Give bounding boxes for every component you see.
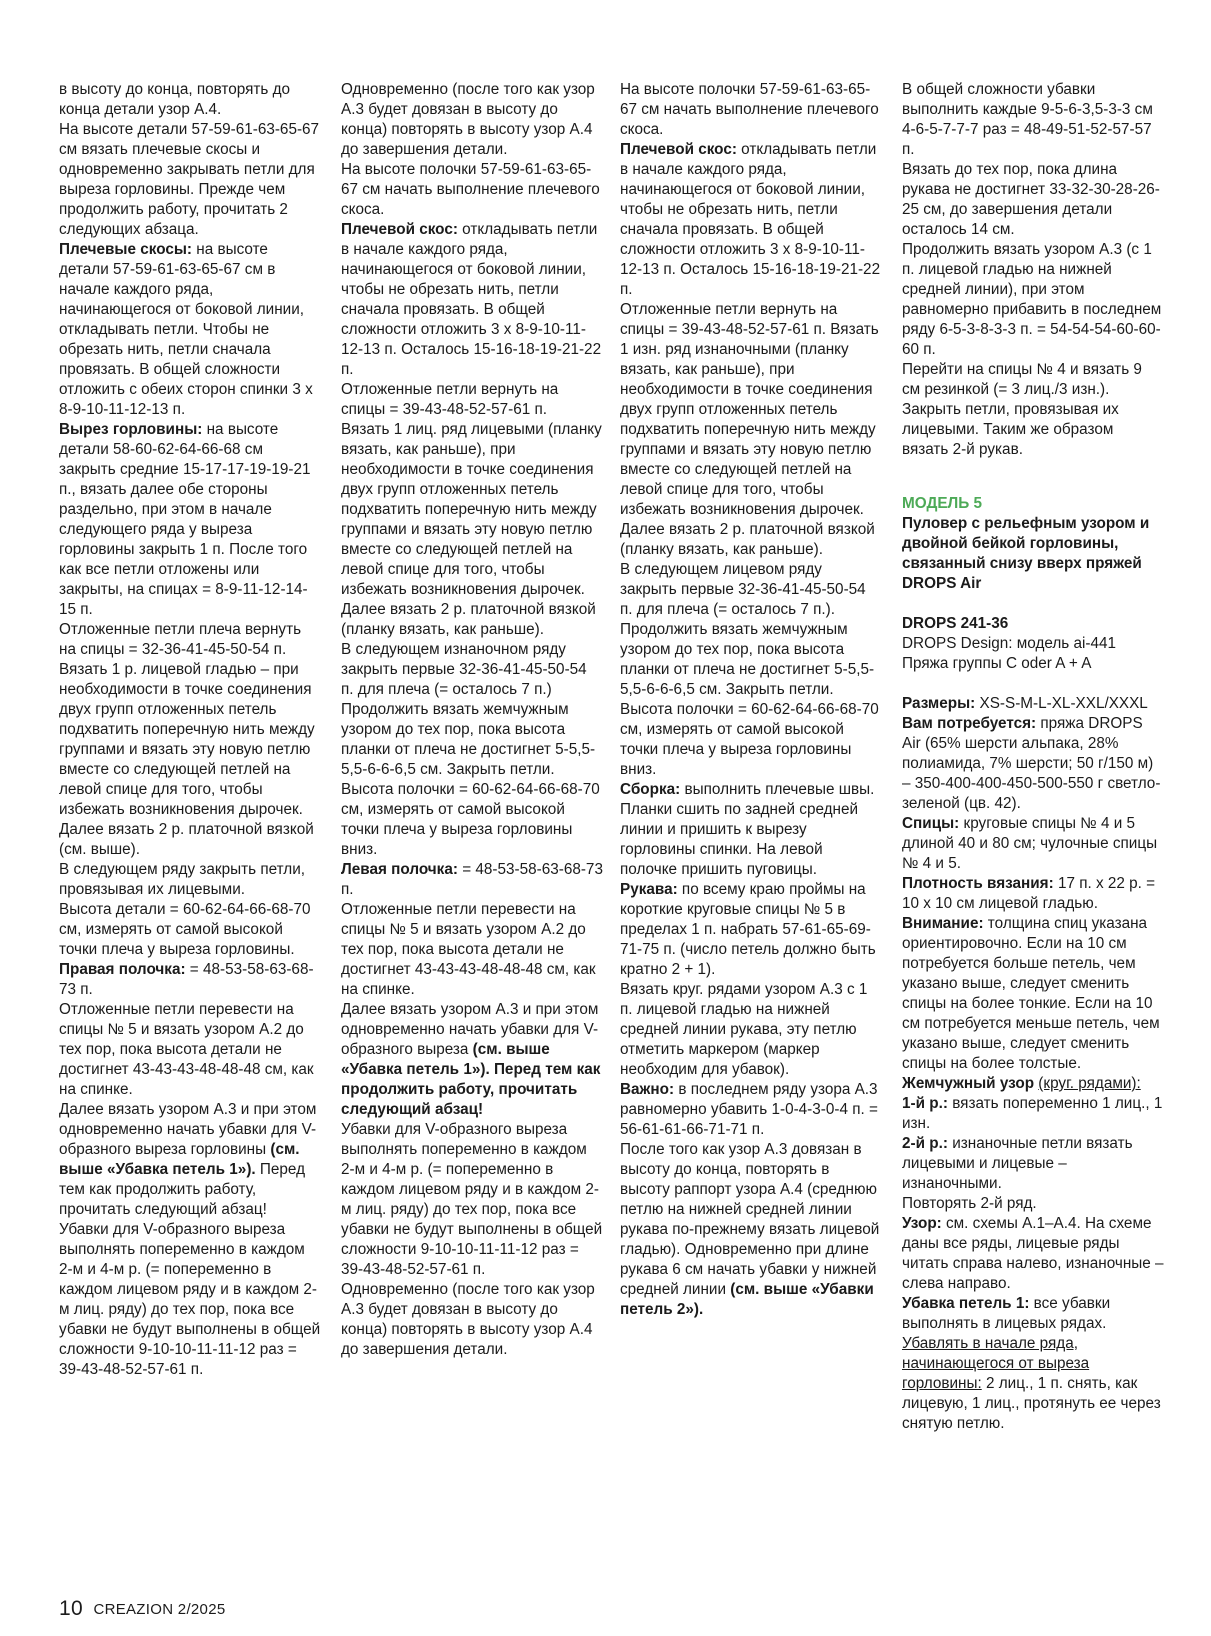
text-run: откладывать петли в начале каждого ряда, начинающегося от боковой линии, чтобы не обрезать нить, петли сначала провязать. В общей сложности отложить 3 х 8-9-10-11-12-13 п. Осталось 15-16-18-19-21-22 п. [341,221,602,378]
text-run: Убавки для V-образного выреза выполнять попеременно в каждом 2-м и 4-м р. (= попеременно в каждом лицевом ряду и в каждом 2-м лиц. ряду) до тех пор, пока все убавки не будут выполнены в общей сложности 9-10-10-11-11-12 раз = 39-43-48-52-57-61 п. [59,1221,321,1378]
bold-label: Вырез горловины: [59,421,203,438]
paragraph [59,900,321,960]
text-run: DROPS Design: модель ai-441 [902,635,1117,652]
paragraph [341,640,603,700]
paragraph [902,240,1164,360]
paragraph [620,1080,882,1140]
text-run: Продолжить вязать узором А.3 (с 1 п. лицевой гладью на нижней средней линии), при этом равномерно прибавить в последнем ряду 6-5-3-8-3-3 п. = 54-54-54-60-60-60 п. [902,241,1162,358]
bold-label: Жемчужный узор [902,1075,1035,1092]
bold-label: Рукава: [620,881,678,898]
paragraph [341,420,603,600]
paragraph [341,1000,603,1120]
underlined-text: (круг. рядами): [1038,1075,1141,1092]
bold-label: Спицы: [902,815,960,832]
bold-label: Пуловер с рельефным узором и двойной бейкой горловины, связанный снизу вверх пряжей DROPS Air [902,515,1150,592]
paragraph [620,140,882,300]
text-run: Повторять 2-й ряд. [902,1195,1037,1212]
text-run: Перейти на спицы № 4 и вязать 9 см резинкой (= 3 лиц./3 изн.). Закрыть петли, провязывая их лицевыми. Таким же образом вязать 2-й рукав. [902,361,1142,458]
text-run: Отложенные петли вернуть на спицы = 39-43-48-52-57-61 п. [341,381,559,418]
bold-label: Плотность вязания: [902,875,1054,892]
paragraph [341,780,603,860]
paragraph [620,880,882,980]
paragraph [902,160,1164,240]
text-run: Далее вязать узором А.3 и при этом одновременно начать убавки для V-образного выреза [341,1001,599,1058]
text-run: = 48-53-58-63-68-73 п. [59,961,314,998]
paragraph [620,560,882,620]
paragraph [902,80,1164,160]
paragraph [59,80,321,120]
bold-label: Важно: [620,1081,675,1098]
text-run: Вязать до тех пор, пока длина рукава не достигнет 33-32-30-28-26-25 см, до завершения детали осталось 14 см. [902,161,1160,238]
text-run: На высоте полочки 57-59-61-63-65-67 см начать выполнение плечевого скоса. [341,161,600,218]
paragraph [902,1214,1164,1294]
text-run: В следующем ряду закрыть петли, провязывая их лицевыми. [59,861,305,898]
text-run: 17 п. х 22 р. = 10 х 10 см лицевой гладью. [902,875,1156,912]
text-run: В следующем лицевом ряду закрыть первые 32-36-41-45-50-54 п. для плеча (= осталось 7 п.). [620,561,866,618]
paragraph [902,814,1164,874]
text-run: выполнить плечевые швы. Планки сшить по задней средней линии и пришить к вырезу горловины спинки. На левой полочке пришить пуговицы. [620,781,875,878]
text-column-3 [620,80,882,1320]
paragraph [902,1294,1164,1434]
text-run: В следующем изнаночном ряду закрыть первые 32-36-41-45-50-54 п. для плеча (= осталось 7 п.) [341,641,587,698]
paragraph [620,520,882,560]
text-run: в последнем ряду узора А.3 равномерно убавить 1-0-4-3-0-4 п. = 56-61-61-66-71-71 п. [620,1081,878,1138]
paragraph [341,220,603,380]
paragraph [620,780,882,880]
text-run: На высоте полочки 57-59-61-63-65-67 см начать выполнение плечевого скоса. [620,81,879,138]
paragraph [59,860,321,900]
bold-label: Вам потребуется: [902,715,1037,732]
bold-label: 2-й р.: [902,1135,948,1152]
text-run: все убавки выполнять в лицевых рядах. [902,1295,1111,1332]
text-run: В общей сложности убавки выполнить каждые 9-5-6-3,5-3-3 см 4-6-5-7-7-7 раз = 48-49-51-52-57-57 п. [902,81,1153,158]
paragraph [620,300,882,520]
text-run: вязать попеременно 1 лиц., 1 изн. [902,1095,1163,1132]
paragraph [341,1280,603,1360]
paragraph [341,1120,603,1280]
paragraph [620,700,882,780]
paragraph [902,874,1164,914]
paragraph [59,420,321,620]
bold-label: Левая полочка: [341,861,458,878]
text-run: Вязать 1 лиц. ряд лицевыми (планку вязать, как раньше), при необходимости в точке соединения двух групп отложенных петель подхватить поперечную нить между группами и вязать эту новую петлю вместе со следующей петлей на левой спице для того, чтобы избежать возникновения дырочек. [341,421,602,598]
bold-label: DROPS 241-36 [902,615,1009,632]
section-heading: МОДЕЛЬ 5 [902,495,983,512]
paragraph [59,120,321,240]
bold-label: Плечевой скос: [341,221,458,238]
paragraph [341,900,603,1000]
paragraph [59,1100,321,1220]
paragraph [902,494,1164,514]
paragraph [341,80,603,160]
text-run: в высоту до конца, повторять до конца детали узор А.4. [59,81,291,118]
text-run: Отложенные петли вернуть на спицы = 39-43-48-52-57-61 п. Вязать 1 изн. ряд изнаночными (планку вязать, как раньше), при необходимости в точке соединения двух групп отложенных петель подхватить поперечную нить между группами и вязать эту новую петлю вместе со следующей петлей на левой спице для того, чтобы избежать возникновения дырочек. [620,301,879,518]
bold-label: Сборка: [620,781,681,798]
paragraph [902,914,1164,1074]
text-run: Отложенные петли перевести на спицы № 5 и вязать узором А.2 до тех пор, пока высота детали не достигнет 43-43-43-48-48-48 см, как на спинке. [341,901,596,998]
text-run: = 48-53-58-63-68-73 п. [341,861,603,898]
page-number: 10 [59,1597,83,1620]
paragraph [341,600,603,640]
paragraph [59,620,321,660]
paragraph [902,694,1164,714]
text-run: Перед тем как продолжить работу, прочитать следующий абзац! [59,1161,306,1218]
bold-label: Правая полочка: [59,961,186,978]
paragraph [59,240,321,420]
text-run: Высота полочки = 60-62-64-66-68-70 см, измерять от самой высокой точки плеча у выреза горловины вниз. [341,781,600,858]
paragraph [341,160,603,220]
text-run: Вязать круг. рядами узором А.3 с 1 п. лицевой гладью на нижней средней линии рукава, эту петлю отметить маркером (маркер необходим для убавок). [620,981,868,1078]
text-run: Высота полочки = 60-62-64-66-68-70 см, измерять от самой высокой точки плеча у выреза горловины вниз. [620,701,879,778]
paragraph [902,514,1164,594]
text-run: Одновременно (после того как узор А.3 будет довязан в высоту до конца) повторять в высоту узор А.4 до завершения детали. [341,1281,595,1358]
text-run: На высоте детали 57-59-61-63-65-67 см вязать плечевые скосы и одновременно закрывать петли для выреза горловины. Прежде чем продолжить работу, прочитать 2 следующих абзаца. [59,121,320,238]
bold-label: (см. выше «Убавки петель 2»). [620,1281,874,1318]
text-run: по всему краю проймы на короткие круговые спицы № 5 в пределах 1 п. набрать 57-61-65-69-71-75 п. (число петель должно быть кратно 2 + 1). [620,881,876,978]
text-run: Убавки для V-образного выреза выполнять попеременно в каждом 2-м и 4-м р. (= попеременно в каждом лицевом ряду и в каждом 2-м лиц. ряду) до тех пор, пока все убавки не будут выполнены в общей сложности 9-10-10-11-11-12 раз = 39-43-48-52-57-61 п. [341,1121,603,1278]
text-column-1 [59,80,321,1380]
paragraph [59,1220,321,1380]
paragraph [59,960,321,1000]
text-run: Продолжить вязать жемчужным узором до тех пор, пока высота планки от плеча не достигнет 5-5,5-5,5-6-6-6,5 см. Закрыть петли. [620,621,875,698]
text-run: Далее вязать узором А.3 и при этом одновременно начать убавки для V-образного выреза горловины [59,1101,317,1158]
text-run: толщина спиц указана ориентировочно. Если на 10 см потребуется больше петель, чем указано выше, следует сменить спицы на более тонкие. Если на 10 см потребуется меньше петель, чем указано выше, следует сменить спицы на более толстые. [902,915,1160,1072]
text-run: Пряжа группы C oder A + A [902,655,1092,672]
paragraph [902,1194,1164,1214]
paragraph [902,1094,1164,1134]
paragraph [902,634,1164,654]
bold-label: Убавка петель 1: [902,1295,1030,1312]
bold-label: Плечевой скос: [620,141,737,158]
paragraph [620,1140,882,1320]
paragraph [902,614,1164,634]
text-run: 2 лиц., 1 п. снять, как лицевую, 1 лиц., протянуть ее через снятую петлю. [902,1375,1161,1432]
paragraph [620,980,882,1080]
text-run: Далее вязать 2 р. платочной вязкой (см. выше). [59,821,314,858]
paragraph [620,80,882,140]
paragraph [341,380,603,420]
bold-label: Плечевые скосы: [59,241,193,258]
text-run: Отложенные петли плеча вернуть на спицы = 32-36-41-45-50-54 п. [59,621,302,658]
bold-label: 1-й р.: [902,1095,948,1112]
underlined-text: Убавлять в начале ряда, начинающегося от выреза горловины: [902,1335,1090,1392]
magazine-issue: CREAZION 2/2025 [93,1601,226,1618]
text-run: круговые спицы № 4 и 5 длиной 40 и 80 см; чулочные спицы № 4 и 5. [902,815,1158,872]
text-run: Одновременно (после того как узор А.3 будет довязан в высоту до конца) повторять в высоту узор А.4 до завершения детали. [341,81,595,158]
paragraph [59,820,321,860]
paragraph [902,714,1164,814]
paragraph [902,1074,1164,1094]
text-column-4 [902,80,1164,1434]
paragraph [341,860,603,900]
bold-label: Размеры: [902,695,976,712]
text-run: откладывать петли в начале каждого ряда, начинающегося от боковой линии, чтобы не обрезать нить, петли сначала провязать. В общей сложности отложить 3 х 8-9-10-11-12-13 п. Осталось 15-16-18-19-21-22 п. [620,141,881,298]
text-run: Далее вязать 2 р. платочной вязкой (планку вязать, как раньше). [620,521,875,558]
paragraph [902,360,1164,460]
text-run: Далее вязать 2 р. платочной вязкой (планку вязать, как раньше). [341,601,596,638]
paragraph [59,1000,321,1100]
paragraph [902,654,1164,674]
text-run: Вязать 1 р. лицевой гладью – при необходимости в точке соединения двух групп отложенных петель подхватить поперечную нить между группами и вязать эту новую петлю вместе со следующей петлей на левой спице для того, чтобы избежать возникновения дырочек. [59,661,315,818]
paragraph [620,620,882,700]
text-run: пряжа DROPS Air (65% шерсти альпака, 28% полиамида, 7% шерсти; 50 г/150 м) – 350-400-400-450-500-550 г светло-зеленой (цв. 42). [902,715,1161,812]
bold-label: (см. выше «Убавка петель 1»). Перед тем как продолжить работу, прочитать следующий абзац! [341,1041,601,1118]
page-footer [59,1597,226,1621]
paragraph [341,700,603,780]
text-run: Высота детали = 60-62-64-66-68-70 см, измерять от самой высокой точки плеча у выреза горловины. [59,901,311,958]
text-run: изнаночные петли вязать лицевыми и лицевые – изнаночными. [902,1135,1133,1192]
text-column-2 [341,80,603,1360]
text-run: XS-S-M-L-XL-XXL/XXXL [975,695,1148,712]
bold-label: (см. выше «Убавка петель 1»). [59,1141,300,1178]
text-run: см. схемы А.1–А.4. На схеме даны все ряды, лицевые ряды читать справа налево, изнаночные – слева направо. [902,1215,1164,1292]
bold-label: Узор: [902,1215,942,1232]
text-run: на высоте детали 57-59-61-63-65-67 см в начале каждого ряда, начинающегося от боковой линии, откладывать петли. Чтобы не обрезать нить, петли сначала провязать. В общей сложности отложить с обеих сторон спинки 3 х 8-9-10-11-12-13 п. [59,241,313,418]
bold-label: Внимание: [902,915,984,932]
text-run: Продолжить вязать жемчужным узором до тех пор, пока высота планки от плеча не достигнет 5-5,5-5,5-6-6-6,5 см. Закрыть петли. [341,701,596,778]
text-run: на высоте детали 58-60-62-64-66-68 см закрыть средние 15-17-17-19-19-21 п., вязать далее обе стороны раздельно, при этом в начале следующего ряда у выреза горловины закрыть 1 п. После того как все петли отложены или закрыты, на спицах = 8-9-11-12-14-15 п. [59,421,311,618]
paragraph [902,1134,1164,1194]
text-run: Отложенные петли перевести на спицы № 5 и вязать узором А.2 до тех пор, пока высота детали не достигнет 43-43-43-48-48-48 см, как на спинке. [59,1001,314,1098]
paragraph [59,660,321,820]
text-run: После того как узор А.3 довязан в высоту до конца, повторять в высоту раппорт узора А.4 (среднюю петлю на нижней средней линии рукава по-прежнему вязать лицевой гладью). Одновременно при длине рукава 6 см начать убавки у нижней средней линии [620,1141,880,1298]
